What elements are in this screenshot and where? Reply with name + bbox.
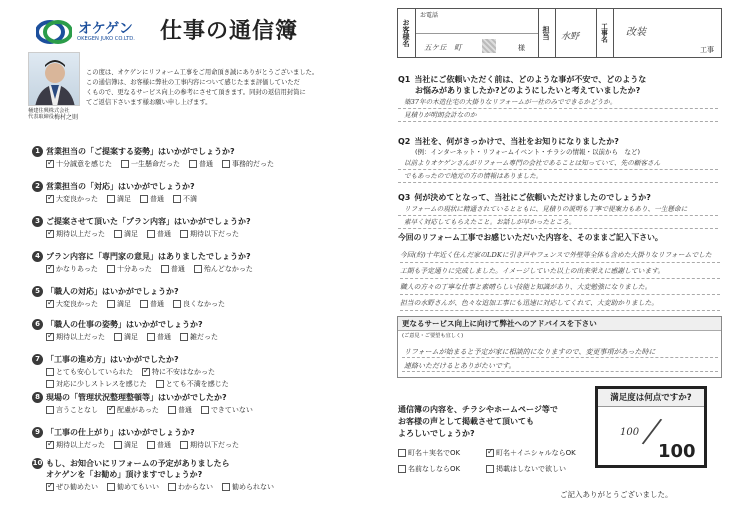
option-row [32,229,251,239]
question-text: 「工事の進め方」はいかがでしたか? [46,355,179,364]
impression-line: 職人の方々の丁寧な仕事と素晴らしい技能と知識があり、大変勉強になりました。 [400,280,720,295]
option[interactable] [107,194,131,204]
question-block [32,216,251,239]
checkbox[interactable] [107,195,115,203]
option-label: 配慮があった [117,406,159,414]
question-text: 営業担当の「対応」はいかがでしょうか? [46,182,195,191]
redacted-block [482,39,496,53]
option-label: 普通 [157,230,171,238]
option[interactable] [107,482,159,492]
open-question-title [398,192,718,203]
checkbox[interactable] [121,160,129,168]
checkbox[interactable] [46,300,54,308]
question-number: 7 [32,354,43,365]
checkbox[interactable] [173,195,181,203]
option-label: 殆んどなかった [203,265,253,273]
question-block [32,458,274,492]
question-text-line2: オケゲンを「お勧め」頂けますでしょうか? [46,470,203,479]
publish-option-label: 掲載はしないで欲しい [496,465,566,473]
open-question-text-line2: お悩みがありましたか?どのようにしたいと考えていましたか? [415,86,641,95]
publish-option[interactable] [486,448,576,458]
checkbox[interactable] [222,160,230,168]
checkbox[interactable] [173,300,181,308]
option[interactable] [140,194,164,204]
brand-name: オケゲン [78,21,133,37]
option-label: 普通 [150,300,164,308]
publish-question [398,404,558,440]
checkbox[interactable] [147,230,155,238]
option-label: 十分あった [116,265,152,273]
question-title [32,286,225,297]
publish-question-line: よろしいでしょうか? [398,429,475,438]
sama-suffix: 様 [518,44,525,52]
checkbox[interactable] [114,441,122,449]
option-label: 事務的だった [232,160,274,168]
option[interactable] [46,482,98,492]
open-question-block [398,74,718,122]
option[interactable] [173,299,225,309]
option[interactable] [147,440,171,450]
option[interactable] [46,405,98,415]
checkbox[interactable] [180,230,188,238]
option-label: 言うことなし [56,406,98,414]
option[interactable] [222,159,274,169]
company-name-small: 桶建住興株式会社 [28,108,70,114]
question-text: 「工事の仕上がり」はいかがでしょうか? [46,428,195,437]
advice-sub: (ご意見・ご要望も宜しく) [402,333,464,339]
question-block [32,319,218,342]
option[interactable] [107,299,131,309]
option[interactable] [168,405,192,415]
checkbox[interactable] [107,300,115,308]
handwritten-answer: 以前よりオケゲンさんがリフォーム専門の会社であることは知っていて、先の顧客さん [398,157,718,170]
intro-line: てご返信下さいます様お願い申し上げます。 [86,99,212,106]
open-question-label: Q1 [398,75,411,84]
open-question-text: 当社にご依頼いただく前は、どのような事が不安で、どのような [414,75,647,84]
open-question-block [398,136,718,183]
impression-line: 工期も予定通りに完成しました。イメージしていた以上の出来栄えに感謝しています。 [400,264,720,279]
impression-line: 今回(約)十年近く住んだ家のLDKに引き戸やフェンスで外壁等全体も含めた大掛りなリフォームでした [400,248,720,263]
question-number: 4 [32,251,43,262]
question-number: 1 [32,146,43,157]
option[interactable] [180,440,239,450]
checkbox[interactable] [161,265,169,273]
question-number: 6 [32,319,43,330]
option-label: とても不満を感じた [165,380,229,388]
option[interactable] [161,264,185,274]
koji-value: 改装 [626,27,646,38]
question-title [32,319,218,330]
checkbox[interactable] [189,160,197,168]
checkbox[interactable] [140,300,148,308]
publish-option[interactable] [398,464,460,474]
option[interactable] [201,405,253,415]
option-label: 普通 [150,195,164,203]
intro-line: この度は、オケゲンにリフォーム工事をご用命頂き誠にありがとうございました。 [86,69,319,76]
question-block [32,181,197,204]
option-row [32,379,229,389]
option-row [32,299,225,309]
open-question-label: Q3 [398,193,411,202]
option-label: 雑だった [190,333,218,341]
checkbox[interactable] [486,449,494,457]
option[interactable] [46,229,105,239]
koji-label: 工事名 [596,9,614,57]
option[interactable] [46,264,98,274]
question-block [32,427,239,450]
option[interactable] [114,229,138,239]
option[interactable] [173,194,197,204]
question-title [32,181,197,192]
option-label: 満足 [117,300,131,308]
option-label: 勧められない [232,483,274,491]
checkbox[interactable] [46,160,54,168]
publish-option-label: 町名＋イニシャルならOK [496,449,576,457]
publish-question-line: 通信簿の内容を、チラシやホームページ等で [398,405,558,414]
intro-line: くもので、更なるサービス向上の参考にさせて頂きます。同封の返信用封筒に [86,89,306,96]
open-question-title [398,74,718,85]
rating-handwritten: 100 [620,427,640,438]
option-label: とても安心していられた [56,368,133,376]
checkbox[interactable] [46,333,54,341]
koji-suffix: 工事 [700,46,714,54]
handwritten-answer: でもあったので地元の方の情報はありました。 [398,170,718,183]
question-text: 「職人の対応」はいかがでしょうか? [46,287,179,296]
option-row [32,367,229,377]
option[interactable] [46,194,98,204]
question-title [32,216,251,227]
option-label: 良くなかった [183,300,225,308]
option-label: 普通 [170,265,185,273]
option-label: 特に不安はなかった [152,368,215,376]
question-title [32,392,253,403]
tanto-label: 担当 [538,9,556,57]
checkbox[interactable] [114,230,122,238]
checkbox[interactable] [107,265,115,273]
impression-line: 担当の水野さんが、色々な追加工事にも迅速に対応してくれて、大変助かりました。 [400,296,720,311]
option-label: 勧めてもいい [117,483,159,491]
option-row [32,405,253,415]
question-text: ご提案させて頂いた「プラン内容」はいかがでしょうか? [46,217,251,226]
publish-option-label: 名前なしならOK [408,465,461,473]
question-block [32,146,274,169]
option-label: 満足 [117,195,131,203]
open-question-label: Q2 [398,137,411,146]
question-text: もし、お知合いにリフォームの予定がありましたら [46,459,230,468]
option-label: 対応に少しストレスを感じた [56,380,147,388]
checkbox[interactable] [46,195,54,203]
question-text: プラン内容に「専門家の意見」はありましたでしょうか? [46,252,251,261]
checkbox[interactable] [46,483,54,491]
option-label: かなりあった [56,265,98,273]
option-label: 普通 [157,441,171,449]
option-label: 普通 [177,406,192,414]
okegen-logo-icon [36,20,72,44]
question-text: 「職人の仕事の姿勢」はいかがでしょうか? [46,320,203,329]
checkbox[interactable] [147,441,155,449]
open-question-text: 当社を、何がきっかけで、当社をお知りになりましたか? [414,137,619,146]
publish-question-line: お客様の声として掲載させて頂いても [398,417,534,426]
checkbox[interactable] [46,406,54,414]
advice-heading-text: 更なるサービス向上に向けて弊社へのアドバイスを下さい [402,319,597,328]
rating-max: 100 [658,441,696,462]
president-name: 梅村之則 [54,114,79,121]
option[interactable] [46,379,147,389]
brand-name-en: OKEGEN JUKO CO.LTD. [77,36,135,42]
option-row [32,264,253,274]
option[interactable] [147,229,171,239]
open-question-title [398,136,718,147]
president-photo [28,52,80,106]
checkbox[interactable] [46,230,54,238]
question-title [32,354,229,365]
phone-label: お電話 [420,12,439,19]
option[interactable] [156,379,229,389]
option-label: 期待以上だった [56,230,105,238]
handwritten-answer: 素早く対応してもらえたこと。お話しが早かったところ。 [398,216,718,229]
checkbox[interactable] [222,483,230,491]
customer-name: 五ケ丘 町 [424,43,462,52]
checkbox[interactable] [180,333,188,341]
checkbox[interactable] [107,483,115,491]
checkbox[interactable] [142,368,150,376]
question-title [32,427,239,438]
rating-slash: / [639,410,665,453]
advice-box [397,316,722,378]
option[interactable] [140,299,164,309]
question-number: 10 [32,459,43,467]
option-label: 十分誠意を感じた [56,160,112,168]
option-label: 不満 [183,195,197,203]
option[interactable] [46,440,105,450]
option-row [32,332,218,342]
president-role: 代表取締役 [28,114,54,120]
publish-option[interactable] [398,448,460,458]
intro-line: この通信簿は、お客様に弊社の工事内容について感じたまま評価していただ [86,79,300,86]
rating-box [595,386,707,468]
open-question-sub: (例：インターネット・リフォームイベント・チラシの情報・以前から など) [415,148,641,156]
handwritten-answer: 築37年の木造住宅の大掛りなリフォームが一社のみでできるかどうか。 [398,96,718,109]
checkbox[interactable] [46,441,54,449]
option-row [32,159,274,169]
option-label: 大変良かった [56,300,98,308]
option[interactable] [107,264,152,274]
checkbox[interactable] [107,406,115,414]
option[interactable] [147,332,171,342]
customer-name-label: お客様名 [398,9,416,57]
checkbox[interactable] [168,406,176,414]
checkbox[interactable] [201,406,209,414]
option-label: 普通 [157,333,171,341]
question-number: 8 [32,392,43,403]
option[interactable] [142,367,215,377]
checkbox[interactable] [114,333,122,341]
option-label: 期待以上だった [56,441,105,449]
option-label: 期待以上だった [56,333,105,341]
checkbox[interactable] [46,265,54,273]
option[interactable] [121,159,180,169]
option-label: 満足 [124,441,138,449]
checkbox[interactable] [147,333,155,341]
option[interactable] [114,440,138,450]
page-title: 仕事の通信簿 [160,19,299,44]
option-row [32,194,197,204]
option[interactable] [114,332,138,342]
question-block [32,286,225,309]
option-label: 普通 [199,160,213,168]
option-label: 満足 [124,333,138,341]
question-number: 9 [32,427,43,438]
checkbox[interactable] [156,380,164,388]
checkbox[interactable] [486,465,494,473]
checkbox[interactable] [46,380,54,388]
option-label: 一生懸命だった [131,160,180,168]
option[interactable] [180,332,218,342]
open-question-text: 何が決めてとなって、当社にご依頼いただけましたのでしょうか? [414,193,651,202]
checkbox[interactable] [194,265,202,273]
intro-text [86,68,318,108]
option[interactable] [46,367,133,377]
question-title [32,251,253,262]
checkbox[interactable] [168,483,176,491]
option[interactable] [189,159,213,169]
handwritten-answer: リフォームの現状に精通されているとともに、見積りの説明も丁寧で提案力もあり、一生懸命に [398,203,718,216]
question-title [32,146,274,157]
impression-heading: 今回のリフォーム工事でお感じいただいた内容を、そのままご記入下さい。 [398,233,663,242]
checkbox[interactable] [140,195,148,203]
option[interactable] [46,332,105,342]
rating-heading: 満足度は何点ですか? [598,389,704,407]
question-number: 5 [32,286,43,297]
customer-info-box [397,8,722,58]
question-block [32,251,253,274]
option-label: わからない [178,483,213,491]
option-label: 大変良かった [56,195,98,203]
option[interactable] [168,482,213,492]
question-text: 現場の「管理状況整理整頓等」はいかがでしたか? [46,393,227,402]
question-title [32,458,274,469]
tanto-value: 水野 [561,32,580,42]
publish-option[interactable] [486,464,566,474]
option[interactable] [46,299,98,309]
option-row [32,440,239,450]
option-row [32,482,274,492]
checkbox[interactable] [180,441,188,449]
option[interactable] [222,482,274,492]
checkbox[interactable] [398,449,406,457]
question-block [32,392,253,415]
option-label: 期待以下だった [190,230,239,238]
checkbox[interactable] [46,368,54,376]
option-label: できていない [210,406,253,414]
option[interactable] [194,264,253,274]
publish-option-label: 町名＋実名でOK [408,449,461,457]
option-label: ぜひ勧めたい [56,483,98,491]
option[interactable] [46,159,112,169]
checkbox[interactable] [398,465,406,473]
option-label: 期待以下だった [190,441,239,449]
advice-line: 連絡いただけるとありがたいです。 [404,362,516,370]
question-block [32,354,229,389]
handwritten-answer: 見積りが明朗会計なのか [398,109,718,122]
open-question-block [398,192,718,229]
advice-line: リフォームが始まると予定が家に相談的になりますので、変更事項があった時に [404,348,656,356]
advice-heading [398,317,721,331]
question-number: 2 [32,181,43,192]
option[interactable] [180,229,239,239]
option[interactable] [107,405,159,415]
thanks-text: ご記入ありがとうございました。 [560,490,673,499]
question-number: 3 [32,216,43,227]
question-text: 営業担当の「ご提案する姿勢」はいかがでしょうか? [46,147,235,156]
option-label: 満足 [124,230,138,238]
